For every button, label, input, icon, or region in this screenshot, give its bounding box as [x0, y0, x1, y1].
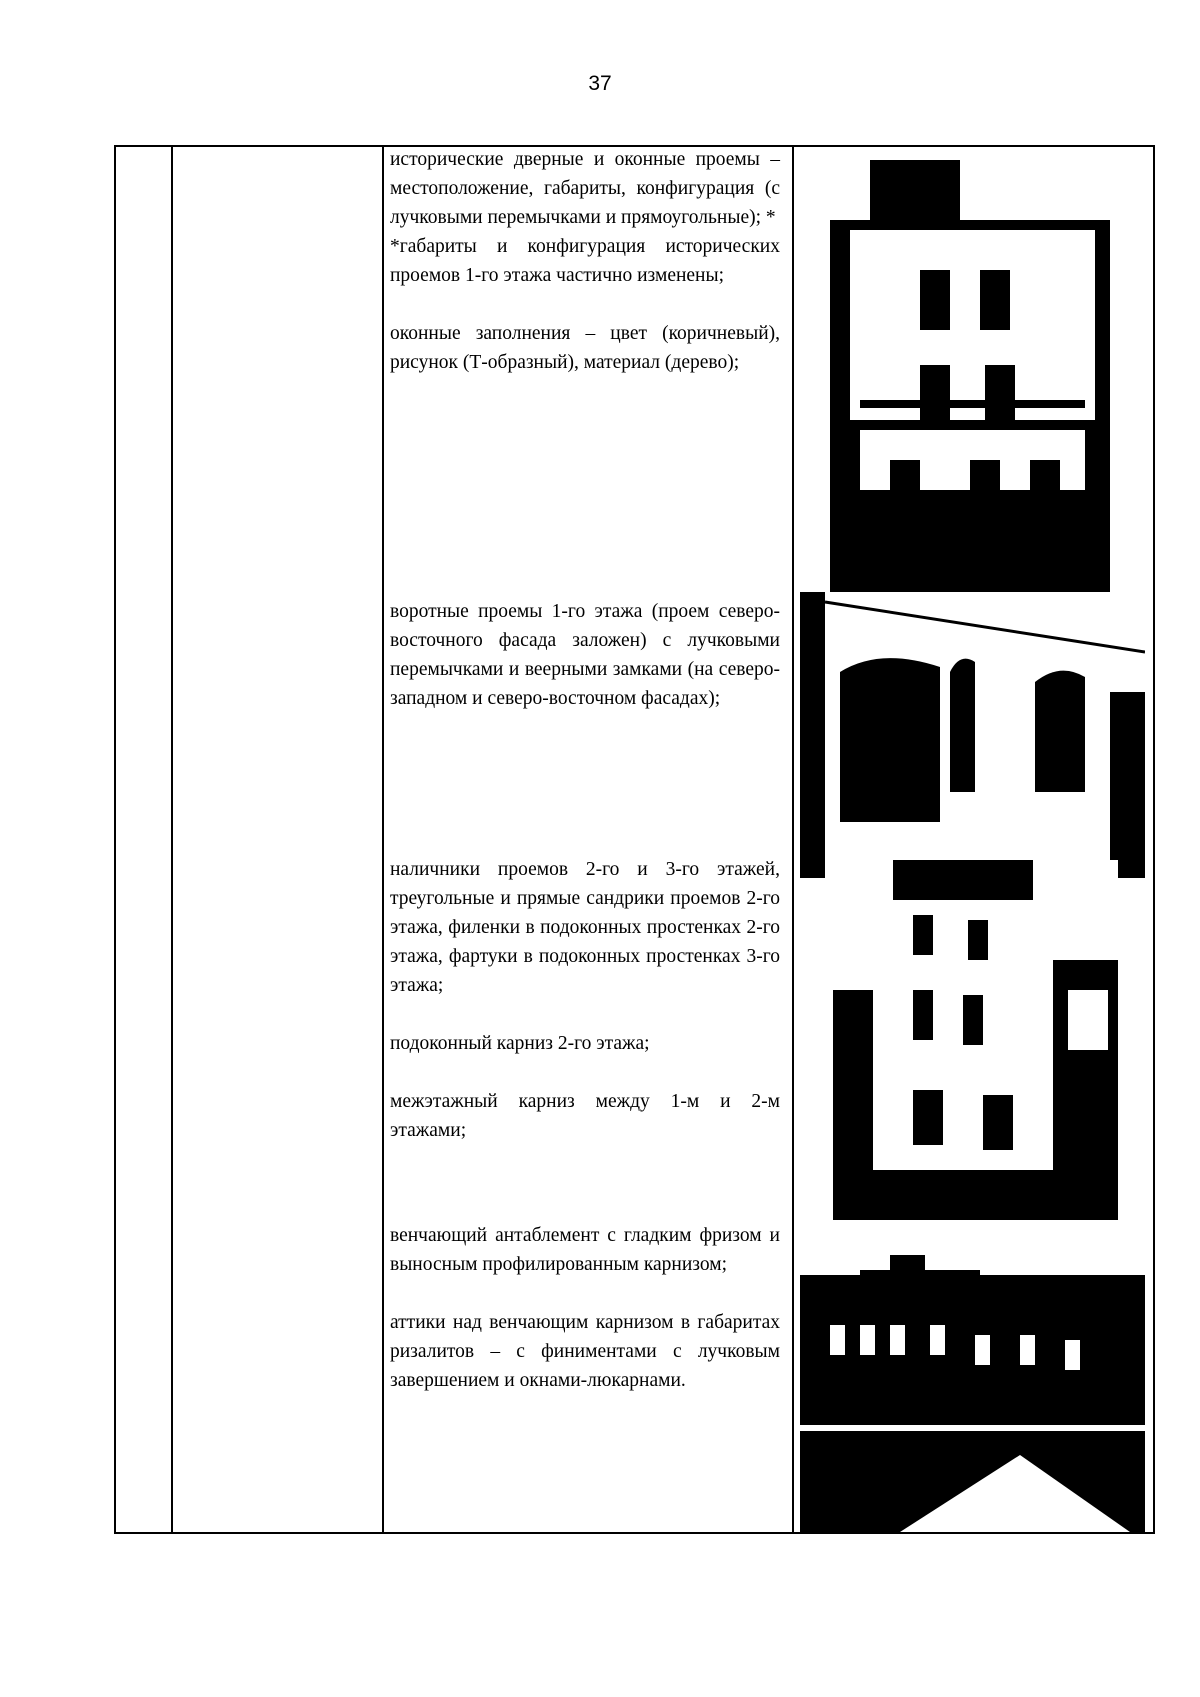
paragraph: межэтажный карниз между 1-м и 2-м этажами;	[390, 1091, 780, 1141]
paragraph: оконные заполнения – цвет (коричневый), рисунок (Т-образный), материал (дерево);	[390, 323, 780, 373]
paragraph: воротные проемы 1-го этажа (проем северо-восточного фасада заложен) с лучковыми перемычками и веерными замками (на северо-западном и северо-восточном фасадах);	[390, 601, 780, 709]
cornice-photo	[800, 1225, 1145, 1532]
paragraph: венчающий антаблемент с гладким фризом и выносным профилированным карнизом;	[390, 1225, 780, 1275]
window-surrounds-photo	[833, 860, 1118, 1220]
text-block-3	[390, 855, 780, 1145]
paragraph: подоконный карниз 2-го этажа;	[390, 1033, 650, 1054]
facade-photo-1	[830, 160, 1110, 592]
text-block-4	[390, 1221, 780, 1395]
paragraph: наличники проемов 2-го и 3-го этажей, треугольные и прямые сандрики проемов 2-го этажа, филенки в подоконных простенках 2-го этажа, фартуки в подоконных простенках 3-го этажа;	[390, 859, 780, 996]
page-number: 37	[588, 72, 612, 95]
paragraph: исторические дверные и оконные проемы – местоположение, габариты, конфигурация (с лучковыми перемычками и прямоугольные); *	[390, 149, 780, 228]
paragraph: аттики над венчающим карнизом в габаритах ризалитов – с финиментами с лучковым завершением и окнами-люкарнами.	[390, 1312, 780, 1391]
table-divider	[171, 147, 173, 1532]
paragraph: *габариты и конфигурация исторических проемов 1-го этажа частично изменены;	[390, 236, 780, 286]
table-divider	[382, 147, 384, 1532]
text-block-2	[390, 597, 780, 713]
text-block-1	[390, 145, 780, 377]
table-divider	[792, 147, 794, 1532]
gate-openings-photo	[800, 592, 1145, 878]
